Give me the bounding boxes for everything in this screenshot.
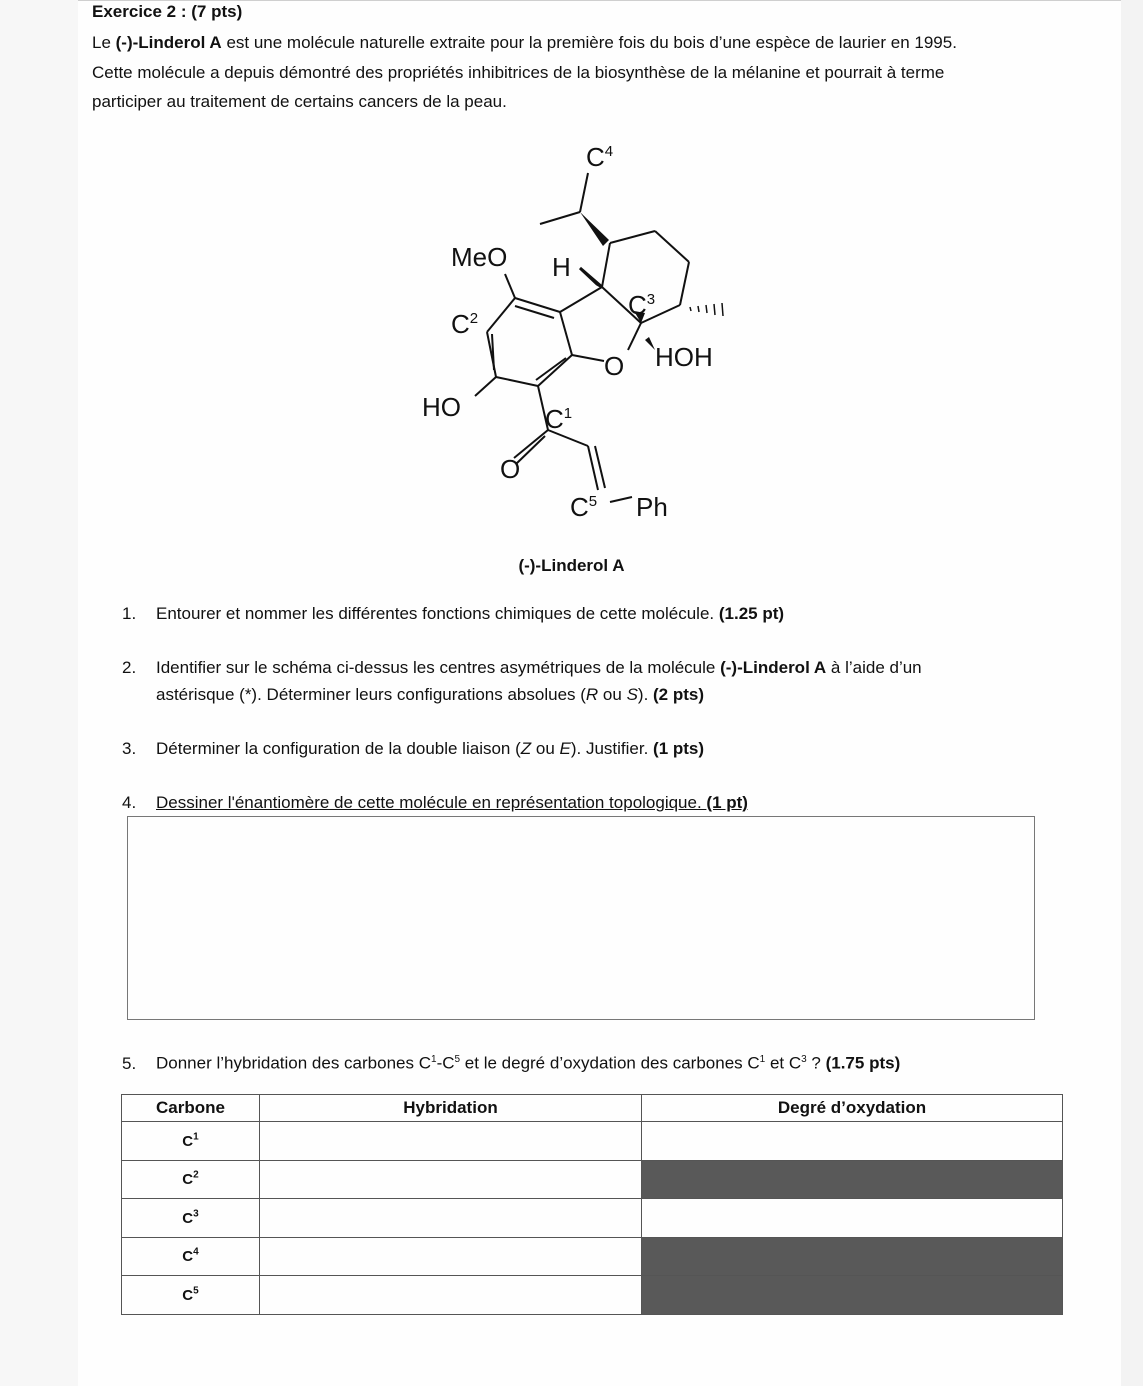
molecule-caption: (-)-Linderol A	[518, 556, 625, 575]
carbon-index: 4	[193, 1246, 199, 1258]
question-points: (2 pts)	[653, 685, 705, 704]
config-e: E	[559, 739, 571, 758]
question-2-line-2	[122, 681, 1022, 708]
hybridation-cell[interactable]	[260, 1122, 642, 1161]
question-number: 3.	[122, 739, 137, 758]
enantiomer-drawing-box[interactable]	[127, 816, 1035, 1020]
structure-bonds	[475, 173, 689, 502]
label-ho: HO	[422, 392, 461, 422]
carbon-cell	[122, 1237, 260, 1276]
config-r: R	[585, 685, 599, 704]
question-points: (1.25 pt)	[718, 604, 785, 623]
intro-line-3: participer au traitement de certains cancers de la peau.	[92, 92, 507, 111]
question-text: -C	[436, 1053, 455, 1073]
structure-labels	[422, 142, 713, 522]
label-carbonyl-oxygen: O	[500, 454, 521, 484]
question-number: 2.	[122, 658, 137, 677]
question-points: (1 pt)	[706, 793, 748, 812]
question-number: 1.	[122, 604, 137, 623]
question-text: ou	[531, 739, 560, 758]
oxidation-cell[interactable]	[642, 1199, 1063, 1238]
hybridation-cell[interactable]	[260, 1199, 642, 1238]
question-1	[122, 600, 1022, 627]
question-text: et le degré d’oxydation des carbones C	[460, 1053, 760, 1073]
compound-name: (-)-Linderol A	[720, 658, 827, 677]
question-2	[122, 654, 1022, 708]
hashed-bond	[690, 303, 723, 316]
question-number: 4.	[122, 793, 137, 812]
superscript: 1	[759, 1054, 766, 1065]
carbon-index: 2	[193, 1169, 199, 1181]
table-row	[122, 1122, 1063, 1161]
question-text: Entourer et nommer les différentes fonctions chimiques de cette molécule.	[156, 604, 719, 623]
question-text: et C	[765, 1053, 802, 1073]
page-margin-right	[1121, 0, 1143, 1386]
config-z: Z	[520, 739, 532, 758]
label-meo: MeO	[451, 242, 508, 272]
oxidation-cell[interactable]	[642, 1122, 1063, 1161]
linderol-structure	[400, 130, 760, 530]
question-3	[122, 735, 1022, 762]
intro-paragraph	[92, 28, 1082, 117]
carbon-label: C	[182, 1286, 194, 1304]
question-points: (1 pts)	[653, 739, 705, 758]
label-c5: $C^5$	[570, 492, 598, 522]
page-top-border	[78, 0, 1121, 1]
table-row	[122, 1160, 1063, 1199]
hybridation-cell[interactable]	[260, 1276, 642, 1315]
hybridation-cell[interactable]	[260, 1237, 642, 1276]
question-text: Identifier sur le schéma ci-dessus les centres asymétriques de la molécule	[156, 658, 721, 677]
question-points: (1.75 pts)	[825, 1053, 901, 1073]
question-text: astérisque (*). Déterminer leurs configurations absolues (	[156, 685, 586, 704]
carbon-index: 3	[193, 1208, 199, 1220]
table-row	[122, 1237, 1063, 1276]
label-ph: Ph	[636, 492, 668, 522]
intro-line-1	[92, 28, 1082, 58]
question-text: ?	[806, 1053, 826, 1073]
carbon-cell	[122, 1276, 260, 1315]
question-text: Déterminer la configuration de la double liaison (	[156, 739, 521, 758]
header-hybridation: Hybridation	[260, 1095, 642, 1122]
header-carbone: Carbone	[122, 1095, 260, 1122]
label-ring-oxygen: O	[604, 351, 625, 381]
oxidation-cell-shaded	[642, 1237, 1063, 1276]
intro-prefix: Le	[92, 33, 116, 52]
label-c3: $C^3$	[628, 290, 656, 320]
carbon-label: C	[182, 1171, 194, 1189]
compound-name: (-)-Linderol A	[115, 33, 222, 52]
carbon-cell	[122, 1199, 260, 1238]
carbon-index: 5	[193, 1285, 199, 1297]
label-c1: $C^1$	[545, 404, 573, 434]
label-c2: $C^2$	[451, 309, 479, 339]
wedge-bond-h	[580, 268, 602, 287]
carbon-index: 1	[193, 1131, 199, 1143]
label-hoh: HOH	[655, 342, 713, 372]
superscript: 5	[454, 1054, 461, 1065]
carbon-label: C	[182, 1248, 194, 1266]
question-text: ).	[637, 685, 654, 704]
page-margin-left	[0, 0, 78, 1386]
label-c4: $C^4$	[586, 142, 614, 172]
question-text: à l’aide d’un	[826, 658, 922, 677]
hybridation-table	[121, 1094, 1063, 1315]
question-4-underlined	[122, 793, 748, 812]
header-degre-oxydation: Degré d’oxydation	[642, 1095, 1063, 1122]
question-text: Dessiner l'énantiomère de cette molécule en représentation topologique.	[156, 793, 707, 812]
question-4	[122, 789, 1022, 816]
question-text: ou	[598, 685, 627, 704]
question-text: Donner l’hybridation des carbones C	[156, 1053, 431, 1073]
wedge-bond-oh	[645, 337, 655, 350]
intro-line-1-rest: est une molécule naturelle extraite pour la première fois du bois d’une espèce de laurier en 1995.	[221, 33, 957, 52]
table-row	[122, 1199, 1063, 1238]
carbon-cell	[122, 1160, 260, 1199]
superscript: 1	[431, 1054, 437, 1065]
table-row	[122, 1276, 1063, 1315]
config-s: S	[626, 685, 638, 704]
carbon-label: C	[182, 1132, 194, 1150]
intro-line-2: Cette molécule a depuis démontré des propriétés inhibitrices de la biosynthèse de la mélanine et pourrait à terme	[92, 62, 945, 82]
question-text: ). Justifier.	[570, 739, 654, 758]
label-h: H	[552, 252, 571, 282]
carbon-label: C	[182, 1209, 194, 1227]
superscript: 3	[801, 1054, 807, 1065]
table-header-row	[122, 1095, 1063, 1122]
hybridation-cell[interactable]	[260, 1160, 642, 1199]
exercise-title: Exercice 2 : (7 pts)	[92, 2, 243, 21]
oxidation-cell-shaded	[642, 1160, 1063, 1199]
carbon-cell	[122, 1122, 260, 1161]
wedge-bond-top	[580, 212, 609, 246]
oxidation-cell-shaded	[642, 1276, 1063, 1315]
question-5	[122, 1046, 1022, 1077]
question-number: 5.	[122, 1053, 137, 1073]
